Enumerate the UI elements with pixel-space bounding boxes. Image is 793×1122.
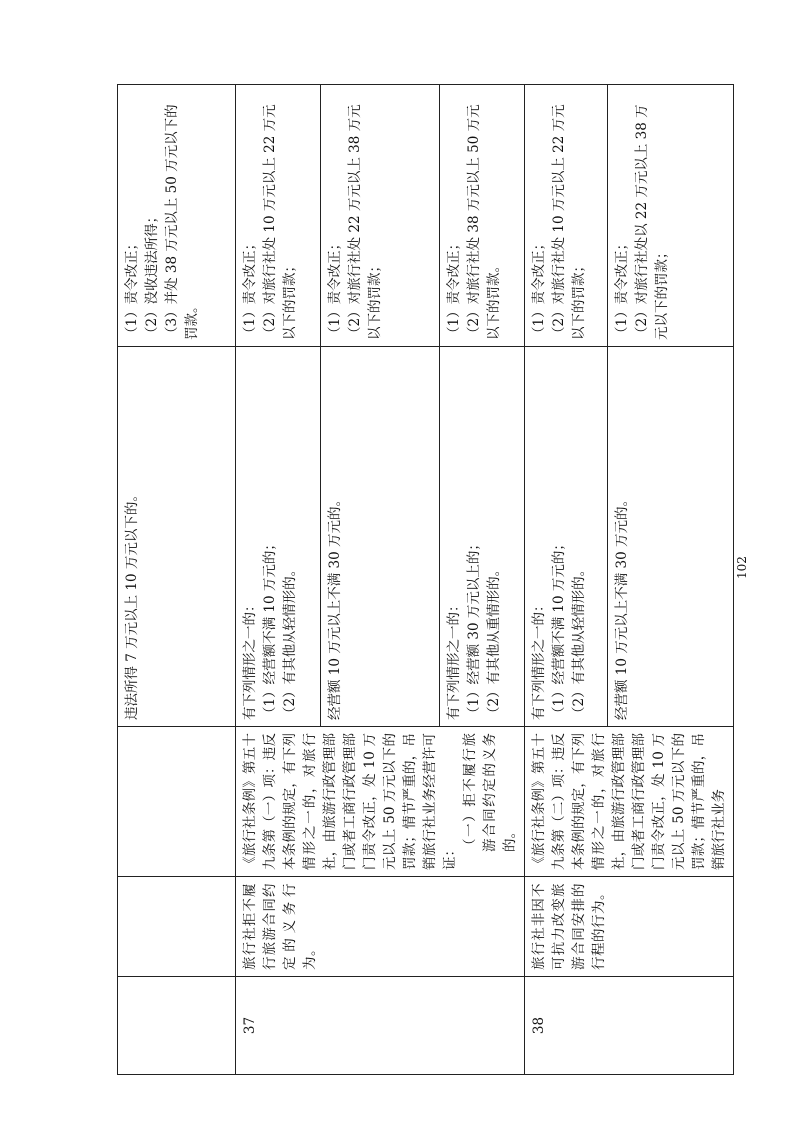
condition-line: （2）有其他从轻情形的。 — [282, 562, 298, 720]
penalty-line: （2）没收违法所得； — [144, 209, 160, 340]
condition-cell — [321, 347, 440, 727]
penalty-line: （2）对旅行社处以 22 万元以上 38 万元以下的罚款； — [633, 104, 670, 340]
condition-line: （2）有其他从轻情形的。 — [571, 562, 587, 720]
condition-line: 经营额 10 万元以上不满 30 万元的。 — [613, 492, 630, 720]
condition-cell — [439, 347, 524, 727]
legal-basis — [118, 727, 236, 877]
table-row — [236, 85, 321, 1075]
table-row — [118, 85, 236, 1075]
penalty-line: （2）对旅行社处 22 万元以上 38 万元以下的罚款； — [347, 104, 384, 340]
penalty-line: （2）对旅行社处 10 万元以上 22 万元以下的罚款； — [551, 104, 587, 340]
penalty-cell — [607, 85, 733, 347]
basis-text: 《旅行社条例》第五十九条第（一）项：违反本条例的规定，有下列情形之一的，对旅行社，由旅游行政管理部门或者工商行政管理部门责令改正，处 10 万元以上 50 万元以下的罚款；情节严重的，吊销旅行社业务经营许可证： — [242, 733, 458, 870]
legal-basis — [525, 727, 734, 877]
basis-item: （一）拒不履行旅游合同约定的义务的。 — [462, 733, 518, 852]
penalty-line: （1）责令改正； — [242, 236, 258, 340]
penalty-cell — [321, 85, 440, 347]
condition-line: 有下列情形之一的： — [531, 598, 547, 720]
penalty-line: （1）责令改正； — [445, 236, 462, 340]
condition-line: 有下列情形之一的： — [242, 598, 258, 720]
table-row — [525, 85, 608, 1075]
penalty-cell — [118, 85, 236, 347]
row-number: 37 — [236, 977, 525, 1075]
condition-line: （1）经营额不满 10 万元的； — [551, 537, 567, 720]
condition-cell — [607, 347, 733, 727]
violation-act: 旅行社非因不可抗力改变旅游合同安排的行程的行为。 — [525, 877, 734, 977]
penalty-cell — [236, 85, 321, 347]
penalty-line: （1）责令改正； — [613, 236, 630, 340]
penalty-table — [117, 84, 734, 1075]
condition-line: （1）经营额 30 万元以上的； — [465, 537, 482, 720]
legal-basis — [236, 727, 525, 877]
penalty-line: （2）对旅行社处 38 万元以上 50 万元以下的罚款。 — [465, 104, 502, 340]
rotated-table-container — [117, 85, 727, 1075]
basis-text: 《旅行社条例》第五十九条第（二）项：违反本条例的规定，有下列情形之一的，对旅行社，由旅游行政管理部门或者工商行政管理部门责令改正，处 10 万元以上 50 万元以下的罚款；情节严重的，吊销旅行社业务 — [531, 733, 727, 870]
page-number: 102 — [735, 556, 749, 580]
condition-line: （1）经营额不满 10 万元的； — [262, 537, 278, 720]
condition-line: 经营额 10 万元以上不满 30 万元的。 — [327, 492, 344, 720]
violation-act — [118, 877, 236, 977]
condition-cell — [525, 347, 608, 727]
penalty-line: （1）责令改正； — [531, 236, 547, 340]
condition-line: （2）有其他从重情形的。 — [485, 562, 502, 720]
row-number — [118, 977, 236, 1075]
condition-cell — [236, 347, 321, 727]
condition-cell: 违法所得 7 万元以上 10 万元以下的。 — [118, 347, 236, 727]
row-number: 38 — [525, 977, 734, 1075]
penalty-cell — [439, 85, 524, 347]
violation-act: 旅行社拒不履行旅游合同约定的义务行为。 — [236, 877, 525, 977]
penalty-line: （2）对旅行社处 10 万元以上 22 万元以下的罚款； — [262, 104, 298, 340]
penalty-line: （1）责令改正； — [124, 236, 140, 340]
penalty-cell — [525, 85, 608, 347]
penalty-line: （3）并处 38 万元以上 50 万元以下的罚款。 — [164, 104, 200, 340]
penalty-line: （1）责令改正； — [327, 236, 344, 340]
condition-line: 有下列情形之一的： — [445, 598, 462, 720]
